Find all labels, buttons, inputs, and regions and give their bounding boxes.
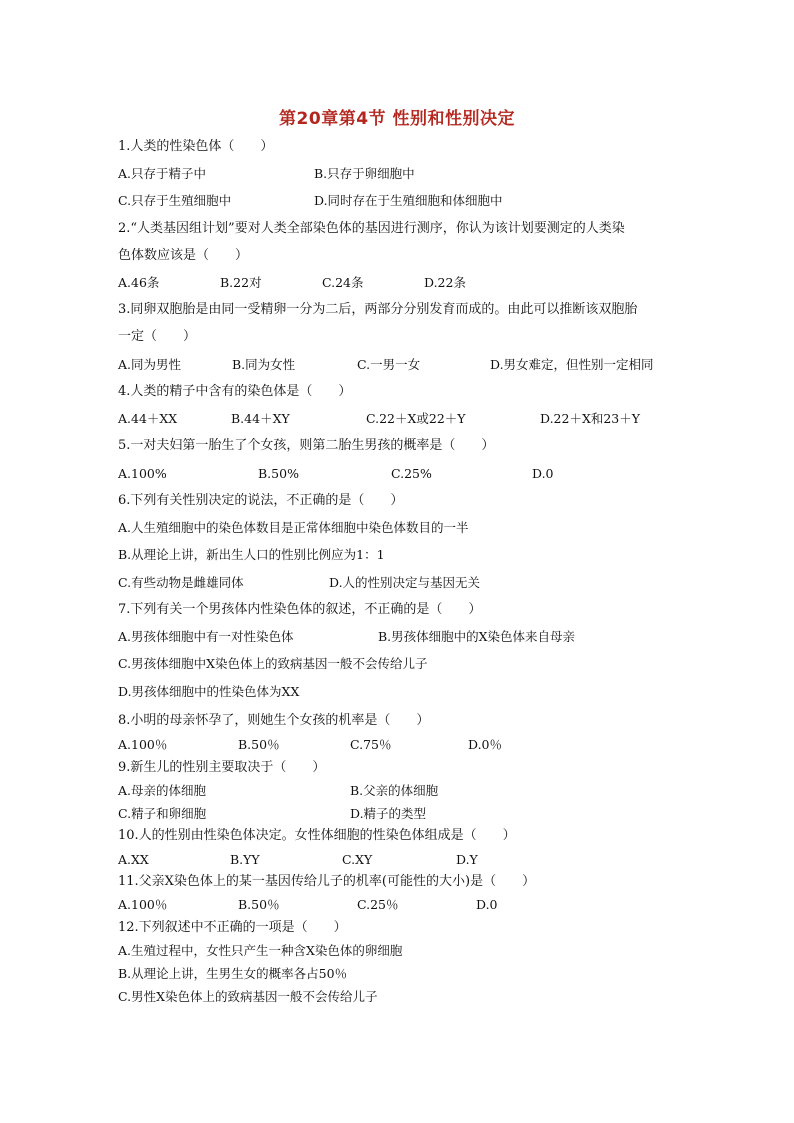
question-9-stem: 9.新生儿的性别主要取决于（ ） bbox=[118, 760, 326, 775]
question-5-option-d: D.0 bbox=[532, 466, 554, 481]
question-6-option-c: C.有些动物是雌雄同体 bbox=[118, 575, 244, 590]
question-7-stem: 7.下列有关一个男孩体内性染色体的叙述，不正确的是（ ） bbox=[118, 602, 482, 617]
question-6-option-b: B.从理论上讲，新出生人口的性别比例应为1：1 bbox=[118, 547, 385, 562]
question-10-option-d: D.Y bbox=[456, 852, 478, 867]
question-2-stem-line-2: 色体数应该是（ ） bbox=[118, 248, 249, 263]
question-12-option-c: C.男性X染色体上的致病基因一般不会传给儿子 bbox=[118, 989, 378, 1004]
question-9-option-a: A.母亲的体细胞 bbox=[118, 783, 207, 798]
question-8-option-d: D.0％ bbox=[468, 737, 503, 752]
question-12-option-b: B.从理论上讲，生男生女的概率各占50％ bbox=[118, 966, 348, 981]
question-12-option-a: A.生殖过程中，女性只产生一种含X染色体的卵细胞 bbox=[118, 943, 403, 958]
question-11-option-d: D.0 bbox=[476, 897, 498, 912]
question-5-option-c: C.25% bbox=[391, 466, 432, 481]
question-7-option-a: A.男孩体细胞中有一对性染色体 bbox=[118, 629, 294, 644]
question-11-option-b: B.50％ bbox=[238, 897, 280, 912]
question-6-option-d: D.人的性别决定与基因无关 bbox=[329, 575, 481, 590]
question-1-option-c: C.只存于生殖细胞中 bbox=[118, 193, 232, 208]
question-12-stem: 12.下列叙述中不正确的一项是（ ） bbox=[118, 920, 347, 935]
question-3-stem-line-2: 一定（ ） bbox=[118, 329, 197, 344]
question-5-option-a: A.100% bbox=[118, 466, 167, 481]
question-3-stem-line-1: 3.同卵双胞胎是由同一受精卵一分为二后，两部分分别发育而成的。由此可以推断该双胞胎 bbox=[118, 302, 638, 317]
question-5-stem: 5.一对夫妇第一胎生了个女孩，则第二胎生男孩的概率是（ ） bbox=[118, 438, 495, 453]
question-4-option-b: B.44＋XY bbox=[231, 411, 290, 426]
page-title: 第20章第4节 性别和性别决定 bbox=[279, 109, 515, 129]
question-1-stem: 1.人类的性染色体（ ） bbox=[118, 139, 274, 154]
question-4-option-c: C.22＋X或22＋Y bbox=[366, 411, 466, 426]
question-7-option-b: B.男孩体细胞中的X染色体来自母亲 bbox=[378, 629, 576, 644]
question-5-option-b: B.50% bbox=[258, 466, 299, 481]
question-3-option-c: C.一男一女 bbox=[357, 357, 421, 372]
question-3-option-a: A.同为男性 bbox=[118, 357, 182, 372]
question-2-option-c: C.24条 bbox=[322, 275, 364, 290]
question-10-option-c: C.XY bbox=[342, 852, 373, 867]
question-8-stem: 8.小明的母亲怀孕了，则她生个女孩的机率是（ ） bbox=[118, 713, 430, 728]
question-4-stem: 4.人类的精子中含有的染色体是（ ） bbox=[118, 384, 352, 399]
question-2-option-b: B.22对 bbox=[220, 275, 262, 290]
question-2-option-d: D.22条 bbox=[424, 275, 466, 290]
question-11-option-a: A.100％ bbox=[118, 897, 168, 912]
question-9-option-b: B.父亲的体细胞 bbox=[350, 783, 439, 798]
question-8-option-c: C.75％ bbox=[350, 737, 392, 752]
question-4-option-a: A.44＋XX bbox=[118, 411, 178, 426]
question-8-option-a: A.100％ bbox=[118, 737, 168, 752]
question-10-option-a: A.XX bbox=[118, 852, 149, 867]
question-9-option-d: D.精子的类型 bbox=[350, 806, 427, 821]
question-11-stem: 11.父亲X染色体上的某一基因传给儿子的机率(可能性的大小)是（ ） bbox=[118, 874, 536, 889]
question-7-option-c: C.男孩体细胞中X染色体上的致病基因一般不会传给儿子 bbox=[118, 656, 428, 671]
question-1-option-a: A.只存于精子中 bbox=[118, 166, 207, 181]
question-11-option-c: C.25％ bbox=[357, 897, 399, 912]
question-7-option-d: D.男孩体细胞中的性染色体为XX bbox=[118, 684, 300, 699]
question-10-option-b: B.YY bbox=[230, 852, 260, 867]
question-9-option-c: C.精子和卵细胞 bbox=[118, 806, 207, 821]
question-3-option-d: D.男女难定，但性别一定相同 bbox=[490, 357, 654, 372]
question-6-stem: 6.下列有关性别决定的说法，不正确的是（ ） bbox=[118, 493, 404, 508]
question-6-option-a: A.人生殖细胞中的染色体数目是正常体细胞中染色体数目的一半 bbox=[118, 520, 469, 535]
question-2-option-a: A.46条 bbox=[118, 275, 160, 290]
question-8-option-b: B.50％ bbox=[238, 737, 280, 752]
question-4-option-d: D.22＋X和23＋Y bbox=[540, 411, 641, 426]
question-1-option-b: B.只存于卵细胞中 bbox=[314, 166, 415, 181]
question-10-stem: 10.人的性别由性染色体决定。女性体细胞的性染色体组成是（ ） bbox=[118, 828, 516, 843]
question-3-option-b: B.同为女性 bbox=[232, 357, 296, 372]
question-1-option-d: D.同时存在于生殖细胞和体细胞中 bbox=[314, 193, 503, 208]
question-2-stem-line-1: 2.“人类基因组计划”要对人类全部染色体的基因进行测序，你认为该计划要测定的人类染 bbox=[118, 221, 625, 236]
